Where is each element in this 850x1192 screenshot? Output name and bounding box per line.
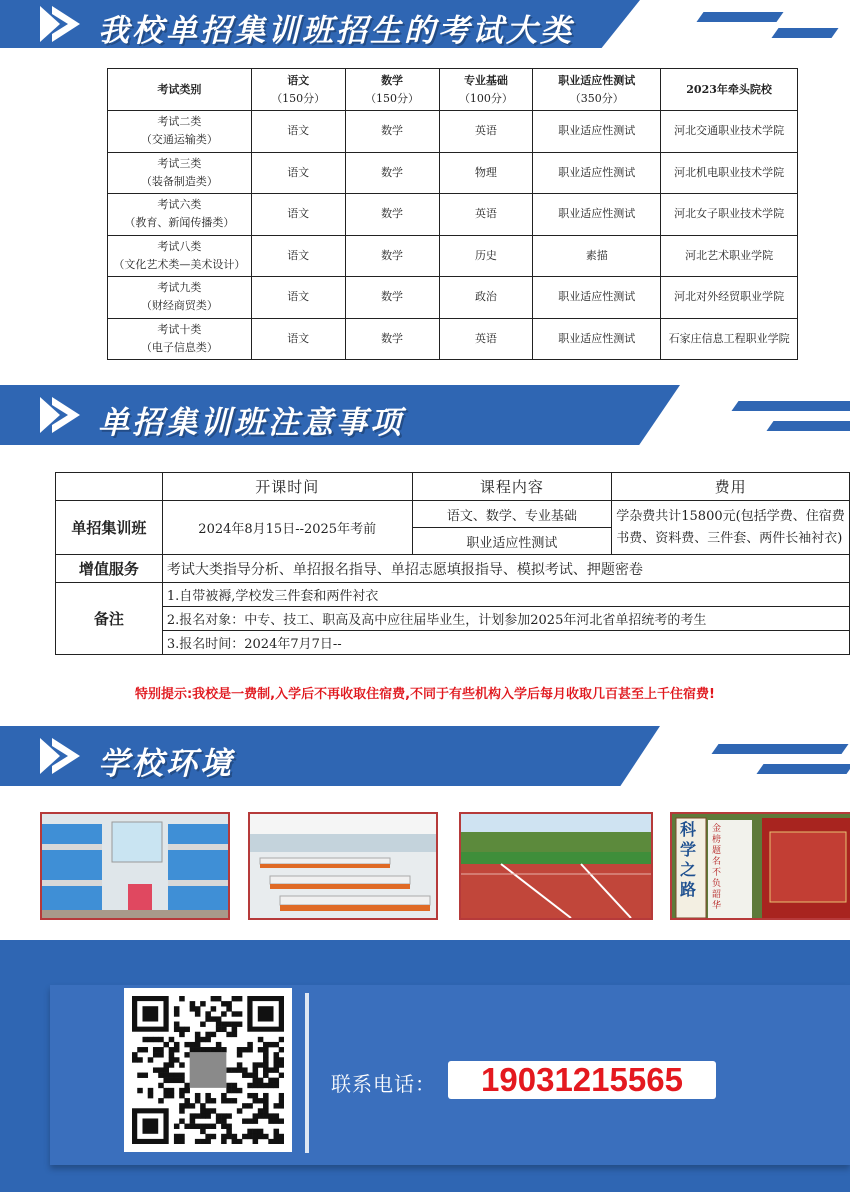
exam-header-title: 职业适应性测试 <box>558 73 636 87</box>
exam-header-cell <box>251 69 345 111</box>
section-banner-notice <box>0 385 850 445</box>
exam-category-table <box>107 68 798 360</box>
exam-test-cell: 职业适应性测试 <box>533 111 661 153</box>
exam-test-cell: 职业适应性测试 <box>533 277 661 319</box>
exam-header-title: 数学 <box>381 73 404 87</box>
remark-item: 3.报名时间：2024年7月7日-- <box>162 631 849 655</box>
dormitory-photo <box>40 812 230 920</box>
remark-item: 2.报名对象：中专、技工、职高及高中应往届毕业生，计划参加2025年河北省单招统考的考生 <box>162 607 849 631</box>
exam-category-cell: 考试九类 （财经商贸类） <box>108 277 252 319</box>
exam-school-cell: 河北艺术职业学院 <box>661 235 798 277</box>
exam-category-cell: 考试八类 （文化艺术类—美术设计） <box>108 235 252 277</box>
exam-math-cell: 数学 <box>345 152 439 194</box>
exam-math-cell: 数学 <box>345 111 439 153</box>
service-text: 考试大类指导分析、单招报名指导、单招志愿填报指导、模拟考试、押题密卷 <box>162 555 849 583</box>
exam-category-cell: 考试十类 （电子信息类） <box>108 318 252 360</box>
exam-math-cell: 数学 <box>345 277 439 319</box>
class-label: 单招集训班 <box>56 501 163 555</box>
exam-chinese-cell: 语文 <box>251 318 345 360</box>
exam-header-sub: （100分） <box>458 91 513 105</box>
signboard-slogan: 金榜题名 不负韶华 <box>712 824 722 911</box>
notice-table <box>55 472 850 655</box>
exam-major-cell: 历史 <box>439 235 533 277</box>
exam-chinese-cell: 语文 <box>251 152 345 194</box>
exam-school-cell: 河北女子职业技术学院 <box>661 194 798 236</box>
fee-text: 学杂费共计15800元(包括学费、住宿费书费、资料费、三件套、两件长袖衬衣) <box>612 501 850 555</box>
exam-test-cell: 职业适应性测试 <box>533 152 661 194</box>
exam-school-cell: 河北对外经贸职业学院 <box>661 277 798 319</box>
exam-category-cell: 考试二类 （交通运输类） <box>108 111 252 153</box>
service-label: 增值服务 <box>56 555 163 583</box>
exam-header-cell <box>439 69 533 111</box>
section-title: 我校单招集训班招生的考试大类 <box>98 13 574 48</box>
exam-header-title: 2023年牵头院校 <box>686 82 772 96</box>
exam-header-title: 语文 <box>287 73 310 87</box>
exam-header-title: 考试类别 <box>157 82 202 96</box>
school-signboard-photo <box>670 812 850 920</box>
course-content-1: 语文、数学、专业基础 <box>412 501 612 528</box>
exam-major-cell: 政治 <box>439 277 533 319</box>
play-arrow-icon <box>38 736 82 776</box>
exam-major-cell: 英语 <box>439 111 533 153</box>
section-banner-exam <box>0 0 850 48</box>
phone-label: 联系电话： <box>331 1072 436 1096</box>
exam-school-cell: 河北交通职业技术学院 <box>661 111 798 153</box>
section-title: 单招集训班注意事项 <box>98 405 404 441</box>
exam-row <box>108 194 798 236</box>
path-of-science-text: 科学之路 <box>680 820 697 899</box>
exam-header-cell <box>345 69 439 111</box>
course-content-2: 职业适应性测试 <box>412 528 612 555</box>
exam-category-cell: 考试六类 （教育、新闻传播类） <box>108 194 252 236</box>
exam-major-cell: 物理 <box>439 152 533 194</box>
header-time: 开课时间 <box>162 473 412 501</box>
qr-code[interactable] <box>124 988 292 1152</box>
play-arrow-icon <box>38 4 82 44</box>
exam-header-sub: （150分） <box>365 91 420 105</box>
exam-row <box>108 277 798 319</box>
exam-school-cell: 石家庄信息工程职业学院 <box>661 318 798 360</box>
sports-field-photo <box>459 812 653 920</box>
exam-major-cell: 英语 <box>439 318 533 360</box>
exam-header-title: 专业基础 <box>463 73 508 87</box>
exam-row <box>108 318 798 360</box>
exam-math-cell: 数学 <box>345 194 439 236</box>
exam-chinese-cell: 语文 <box>251 194 345 236</box>
exam-row <box>108 235 798 277</box>
canteen-photo <box>248 812 438 920</box>
exam-chinese-cell: 语文 <box>251 235 345 277</box>
exam-category-cell: 考试三类 （装备制造类） <box>108 152 252 194</box>
section-title: 学校环境 <box>98 746 234 782</box>
exam-header-sub: （150分） <box>271 91 326 105</box>
header-fee: 费用 <box>612 473 850 501</box>
exam-math-cell: 数学 <box>345 235 439 277</box>
exam-test-cell: 职业适应性测试 <box>533 318 661 360</box>
exam-school-cell: 河北机电职业技术学院 <box>661 152 798 194</box>
exam-test-cell: 职业适应性测试 <box>533 194 661 236</box>
play-arrow-icon <box>38 395 82 435</box>
phone-number[interactable]: 19031215565 <box>448 1061 716 1099</box>
remark-label: 备注 <box>56 583 163 655</box>
class-time: 2024年8月15日--2025年考前 <box>162 501 412 555</box>
exam-chinese-cell: 语文 <box>251 277 345 319</box>
special-notice: 特别提示:我校是一费制,入学后不再收取住宿费,不同于有些机构入学后每月收取几百甚至上千住宿费! <box>134 687 715 702</box>
exam-header-cell <box>661 69 798 111</box>
exam-row <box>108 152 798 194</box>
exam-math-cell: 数学 <box>345 318 439 360</box>
exam-chinese-cell: 语文 <box>251 111 345 153</box>
exam-header-sub: （350分） <box>569 91 624 105</box>
section-banner-environment <box>0 726 850 786</box>
remark-item: 1.自带被褥,学校发三件套和两件衬衣 <box>162 583 849 607</box>
exam-test-cell: 素描 <box>533 235 661 277</box>
exam-header-cell <box>108 69 252 111</box>
exam-header-cell <box>533 69 661 111</box>
header-content: 课程内容 <box>412 473 612 501</box>
exam-row <box>108 111 798 153</box>
exam-major-cell: 英语 <box>439 194 533 236</box>
